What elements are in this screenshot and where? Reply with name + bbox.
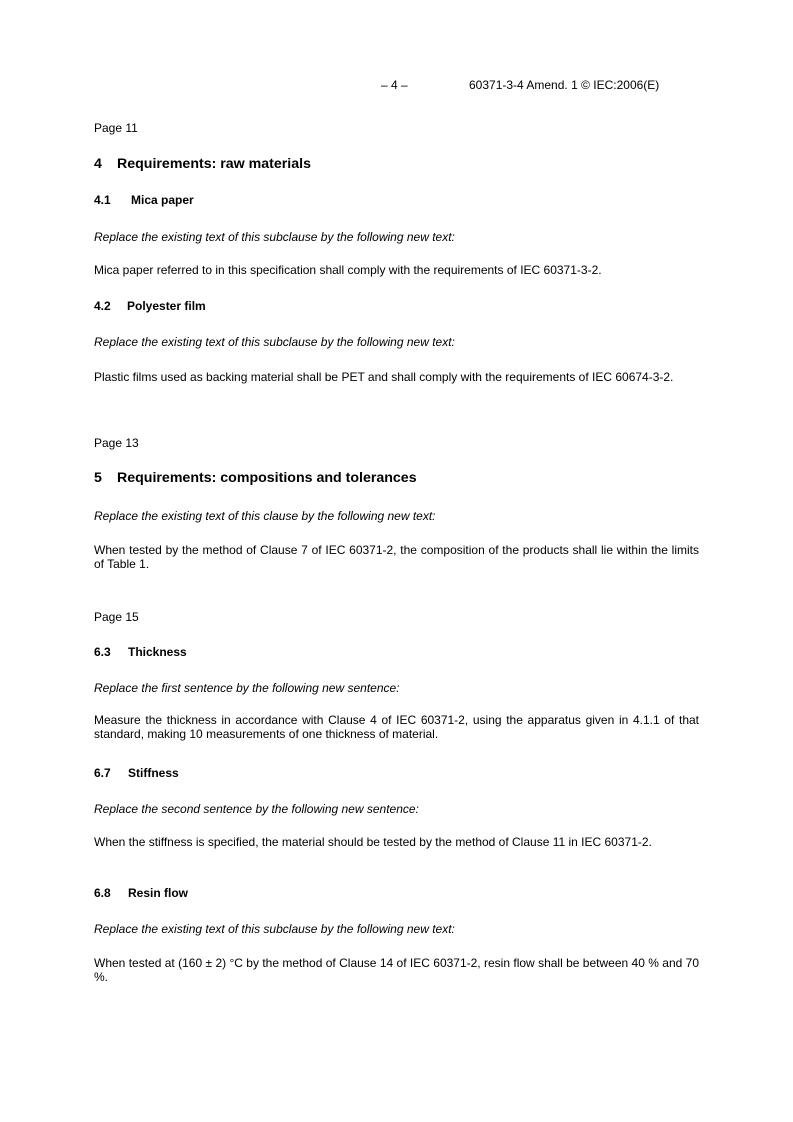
- subsection-number: 4.2: [94, 299, 111, 313]
- page-number: – 4 –: [381, 78, 408, 92]
- body-text: When tested by the method of Clause 7 of IEC 60371-2, the composition of the products shall lie within the limits of Table 1.: [94, 543, 699, 571]
- instruction-text: Replace the existing text of this subclause by the following new text:: [94, 230, 455, 244]
- instruction-text: Replace the existing text of this subclause by the following new text:: [94, 922, 455, 936]
- subsection-number: 4.1: [94, 193, 111, 207]
- body-text: Mica paper referred to in this specification shall comply with the requirements of IEC 60371-3-2.: [94, 263, 602, 277]
- section-heading: [94, 156, 311, 172]
- instruction-text: Replace the existing text of this subclause by the following new text:: [94, 335, 455, 349]
- subsection-title: Stiffness: [128, 766, 179, 780]
- section-heading: [94, 470, 417, 486]
- subsection-heading: [94, 193, 194, 207]
- instruction-text: Replace the second sentence by the following new sentence:: [94, 802, 419, 816]
- page-reference: Page 15: [94, 610, 139, 624]
- body-text: When tested at (160 ± 2) °C by the method of Clause 14 of IEC 60371-2, resin flow shall be between 40 % and 70 %.: [94, 956, 699, 984]
- subsection-title: Thickness: [128, 645, 187, 659]
- subsection-title: Polyester film: [127, 299, 206, 313]
- subsection-number: 6.7: [94, 766, 111, 780]
- subsection-number: 6.8: [94, 886, 111, 900]
- section-number: 4: [94, 156, 102, 172]
- instruction-text: Replace the first sentence by the following new sentence:: [94, 681, 400, 695]
- page-reference: Page 11: [94, 121, 138, 135]
- page-reference: Page 13: [94, 436, 139, 450]
- section-number: 5: [94, 470, 102, 486]
- instruction-text: Replace the existing text of this clause by the following new text:: [94, 509, 436, 523]
- section-title: Requirements: raw materials: [117, 156, 311, 172]
- subsection-title: Resin flow: [128, 886, 189, 900]
- body-text: When the stiffness is specified, the material should be tested by the method of Clause 11 in IEC 60371-2.: [94, 835, 652, 849]
- document-reference: 60371-3-4 Amend. 1 © IEC:2006(E): [469, 78, 660, 92]
- subsection-heading: [94, 299, 206, 313]
- section-title: Requirements: compositions and tolerances: [117, 470, 417, 486]
- body-text: Measure the thickness in accordance with Clause 4 of IEC 60371-2, using the apparatus given in 4.1.1 of that standard, making 10 measurements of one thickness of material.: [94, 713, 699, 741]
- body-text: Plastic films used as backing material shall be PET and shall comply with the requirements of IEC 60674-3-2.: [94, 370, 674, 384]
- subsection-heading: [94, 886, 188, 900]
- subsection-title: Mica paper: [131, 193, 194, 207]
- subsection-number: 6.3: [94, 645, 111, 659]
- subsection-heading: [94, 645, 187, 659]
- subsection-heading: [94, 766, 179, 780]
